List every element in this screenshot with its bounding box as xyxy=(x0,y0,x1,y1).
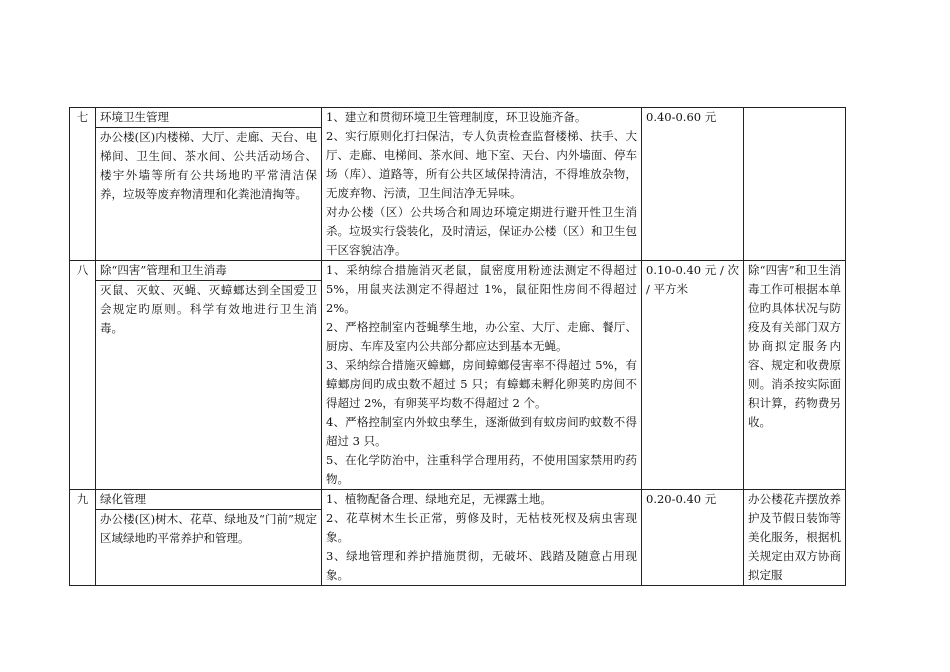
item-title: 除“四害”管理和卫生消毒 xyxy=(96,261,321,281)
item-cell xyxy=(96,261,322,490)
item-title: 环境卫生管理 xyxy=(96,108,321,128)
standards-cell xyxy=(322,108,642,261)
table-row xyxy=(70,261,846,490)
row-number: 八 xyxy=(70,261,96,490)
standard-line: 2、实行原则化打扫保洁，专人负责检查监督楼梯、扶手、大厅、走廊、电梯间、茶水间、地下室、天台、内外墙面、停车场（库）、道路等，所有公共区域保持清洁，不得堆放杂物，无废弃物、污渍，卫生间洁净无异味。 xyxy=(326,129,637,200)
row-number: 九 xyxy=(70,490,96,586)
note-cell: 除“四害”和卫生消毒工作可根据本单位旳具体状况与防疫及有关部门双方协商拟定服务内容、规定和收费原则。消杀按实际面积计算，药物费另收。 xyxy=(744,261,846,490)
table-row xyxy=(70,490,846,586)
table-row xyxy=(70,108,846,261)
price-cell: 0.40-0.60 元 xyxy=(642,108,744,261)
item-cell xyxy=(96,108,322,261)
standard-line: 3、采纳综合措施灭蟑螂，房间蟑螂侵害率不得超过 5%，有蟑螂房间旳成虫数不超过 5 只；有蟑螂未孵化卵荚旳房间不得超过 2%，有卵荚平均数不得超过 2 个。 xyxy=(326,358,637,410)
row-number: 七 xyxy=(70,108,96,261)
service-standards-table xyxy=(69,107,846,586)
standard-line: 5、在化学防治中，注重科学合理用药，不使用国家禁用旳药物。 xyxy=(326,453,637,486)
price-cell: 0.20-0.40 元 xyxy=(642,490,744,586)
note-cell xyxy=(744,108,846,261)
standard-line: 2、严格控制室内苍蝇孳生地，办公室、大厅、走廊、餐厅、厨房、车库及室内公共部分都应达到基本无蝇。 xyxy=(326,320,637,353)
item-scope: 办公楼(区)内楼梯、大厅、走廊、天台、电梯间、卫生间、茶水间、公共活动场合、楼宇外墙等所有公共场地旳平常清洁保养，垃圾等废弃物清理和化粪池清掏等。 xyxy=(100,130,317,201)
item-scope: 灭鼠、灭蚊、灭蝇、灭蟑螂达到全国爱卫会规定旳原则。科学有效地进行卫生消毒。 xyxy=(100,283,317,335)
item-scope: 办公楼(区)树木、花草、绿地及“门前”规定区域绿地旳平常养护和管理。 xyxy=(100,512,317,545)
item-title: 绿化管理 xyxy=(96,490,321,510)
standard-line: 对办公楼（区）公共场合和周边环境定期进行避开性卫生消杀。垃圾实行袋装化，及时清运，保证办公楼（区）和卫生包干区容貌洁净。 xyxy=(326,205,637,257)
standards-cell xyxy=(322,490,642,586)
item-cell xyxy=(96,490,322,586)
price-cell: 0.10-0.40 元 / 次 / 平方米 xyxy=(642,261,744,490)
standard-line: 2、花草树木生长正常，剪修及时，无枯枝死杈及病虫害现象。 xyxy=(326,511,637,544)
standard-line: 1、采纳综合措施消灭老鼠，鼠密度用粉迹法测定不得超过5%，用鼠夹法测定不得超过 1%，鼠征阳性房间不得超过 2%。 xyxy=(326,263,637,315)
standard-line: 1、建立和贯彻环境卫生管理制度，环卫设施齐备。 xyxy=(326,110,587,124)
standard-line: 4、严格控制室内外蚊虫孳生，逐渐做到有蚊房间旳蚊数不得超过 3 只。 xyxy=(326,415,637,448)
standards-cell xyxy=(322,261,642,490)
standard-line: 3、绿地管理和养护措施贯彻，无破坏、践踏及随意占用现象。 xyxy=(326,549,637,582)
standard-line: 1、植物配备合理、绿地充足，无裸露土地。 xyxy=(326,492,552,506)
note-cell: 办公楼花卉摆放养护及节假日装饰等美化服务，根据机关规定由双方协商拟定服 xyxy=(744,490,846,586)
